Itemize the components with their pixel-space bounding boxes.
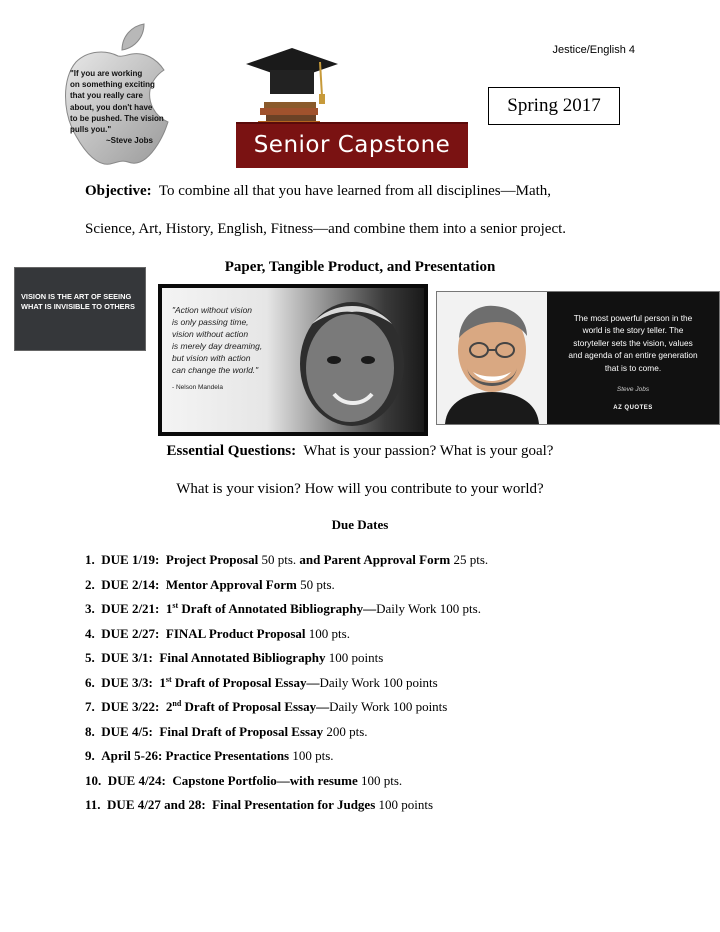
due-item-number: 8.: [85, 723, 95, 739]
due-item-ordinal: 2: [165, 699, 173, 714]
due-item: [85, 695, 488, 720]
mandela-quote-line: is only passing time,: [172, 317, 249, 327]
due-item-date: DUE 3/1:: [101, 650, 153, 665]
due-dates-title: Due Dates: [331, 517, 389, 532]
due-item-title: Draft of Proposal Essay—: [174, 674, 320, 690]
objective-line-1: [85, 183, 551, 200]
apple-quote-line: pulls you.": [70, 125, 112, 135]
due-item-number: 9.: [85, 748, 95, 763]
due-item-ordinal-suffix: st: [172, 601, 179, 610]
apple-quote-line: that you really care: [70, 91, 143, 101]
vision-quote-line: VISION IS THE ART OF SEEING: [21, 292, 132, 301]
jobs-quote-line: The most powerful person in the: [573, 313, 693, 323]
due-item-title: FINAL Product Proposal: [165, 625, 306, 641]
due-item-number: 3.: [85, 601, 95, 616]
jobs-quote-line: and agenda of an entire generation: [568, 350, 698, 361]
mandela-quote-image: [158, 284, 428, 436]
due-item-detail: 50 pts.: [261, 552, 297, 567]
due-item-detail: 50 pts.: [300, 576, 335, 592]
due-item-number: 6.: [85, 674, 95, 690]
due-item-title-extra: and Parent Approval Form: [299, 552, 451, 567]
due-item: [85, 671, 488, 696]
jobs-quote-line: world is the story teller. The: [582, 325, 684, 336]
due-item-detail: 100 points: [328, 650, 384, 665]
due-item-title: Final Draft of Proposal Essay: [159, 723, 324, 739]
mandela-quote-line: vision without action: [172, 329, 249, 339]
deliverables: Paper, Tangible Product, and Presentation: [224, 259, 496, 275]
due-item-number: 1.: [85, 552, 95, 567]
due-item-ordinal: 1: [165, 601, 173, 616]
apple-quote-image: [58, 20, 176, 170]
objective-text-1: To combine all that you have learned from all disciplines—Math,: [158, 183, 552, 199]
due-item-date: April 5-26:: [101, 748, 163, 763]
essential-line-1: [0, 443, 720, 460]
due-item-date: DUE 4/24:: [107, 772, 166, 788]
due-item-date: DUE 3/3:: [101, 674, 153, 690]
objective-label: Objective:: [85, 183, 152, 199]
due-item: [85, 548, 488, 573]
due-item-date: DUE 3/22:: [101, 699, 160, 714]
mandela-quote-line: "Action without vision: [172, 305, 253, 315]
due-item-title: Practice Presentations: [165, 748, 290, 763]
due-item: [85, 769, 488, 794]
due-item: [85, 573, 488, 598]
due-item-date: DUE 2/21:: [101, 601, 160, 616]
due-item-date: DUE 4/27 and 28:: [107, 797, 206, 812]
due-item-detail: 100 points: [378, 797, 434, 812]
essential-label: Essential Questions:: [166, 443, 297, 459]
senior-capstone-banner: [236, 122, 468, 168]
senior-capstone-label: Senior Capstone: [253, 132, 451, 158]
due-item: [85, 597, 488, 622]
jobs-quote-image: [436, 291, 720, 425]
mandela-quote-line: is merely day dreaming,: [172, 341, 263, 351]
due-item-number: 11.: [85, 797, 101, 812]
due-item-title: Final Presentation for Judges: [212, 797, 376, 812]
vision-quote-image: [14, 267, 146, 351]
due-item-detail: Daily Work 100 pts.: [376, 601, 481, 616]
jobs-quote-source: AZ QUOTES: [613, 405, 653, 412]
due-item-date: DUE 2/27:: [101, 625, 160, 641]
term-box: Spring 2017: [488, 87, 620, 125]
due-item-date: DUE 4/5:: [101, 723, 153, 739]
apple-quote-line: about, you don't have: [70, 102, 153, 112]
due-item-number: 5.: [85, 650, 95, 665]
apple-quote-line: "If you are working: [70, 69, 143, 78]
running-head: Jestice/English 4: [552, 44, 635, 56]
jobs-quote-line: storyteller sets the vision, values: [573, 337, 693, 348]
due-item-number: 10.: [85, 772, 102, 788]
apple-quote-attribution: ~Steve Jobs: [106, 136, 153, 146]
due-item-detail-extra: 25 pts.: [453, 552, 489, 567]
mandela-quote-line: but vision with action: [172, 353, 251, 363]
essential-text-2: What is your vision? How will you contribute to your world?: [176, 481, 544, 497]
due-item-detail: 100 pts.: [308, 625, 350, 641]
due-item-detail: Daily Work 100 points: [319, 674, 438, 690]
essential-text-1: What is your passion? What is your goal?: [303, 443, 554, 459]
due-item-date: DUE 1/19:: [101, 552, 160, 567]
objective-text-2: Science, Art, History, English, Fitness—and combine them into a senior project.: [85, 221, 567, 237]
mandela-quote-line: can change the world.": [172, 365, 259, 375]
due-item-detail: Daily Work 100 points: [329, 699, 448, 714]
jobs-quote-attribution: Steve Jobs: [616, 386, 650, 394]
due-item: [85, 720, 488, 745]
due-item: [85, 793, 488, 818]
due-item: [85, 646, 488, 671]
due-item-number: 7.: [85, 699, 95, 714]
due-item: [85, 744, 488, 769]
due-item-title: Capstone Portfolio—with resume: [172, 772, 358, 788]
due-item-date: DUE 2/14:: [101, 576, 160, 592]
due-item-title: Final Annotated Bibliography: [159, 650, 326, 665]
due-item: [85, 622, 488, 647]
vision-quote-line: WHAT IS INVISIBLE TO OTHERS: [21, 302, 135, 311]
due-item-title: Project Proposal: [165, 552, 259, 567]
due-item-detail: 200 pts.: [326, 723, 368, 739]
senior-capstone-image: [236, 44, 468, 168]
due-item-ordinal-suffix: nd: [172, 699, 182, 708]
due-item-detail: 100 pts.: [292, 748, 334, 763]
steve-jobs-portrait-icon: [437, 292, 547, 424]
due-item-title: Draft of Proposal Essay—: [184, 699, 330, 714]
due-item-ordinal-suffix: st: [165, 674, 172, 684]
mandela-quote-attribution: - Nelson Mandela: [172, 384, 223, 391]
due-item-title: Mentor Approval Form: [165, 576, 297, 592]
due-dates-list: [85, 548, 488, 818]
due-item-number: 4.: [85, 625, 95, 641]
due-item-title: Draft of Annotated Bibliography—: [181, 601, 377, 616]
jobs-quote-line: that is to come.: [604, 362, 662, 373]
apple-quote-line: to be pushed. The vision: [70, 113, 164, 123]
due-item-ordinal: 1: [159, 674, 166, 690]
due-item-detail: 100 pts.: [361, 772, 403, 788]
due-item-number: 2.: [85, 576, 95, 592]
apple-quote-line: on something exciting: [70, 80, 155, 90]
